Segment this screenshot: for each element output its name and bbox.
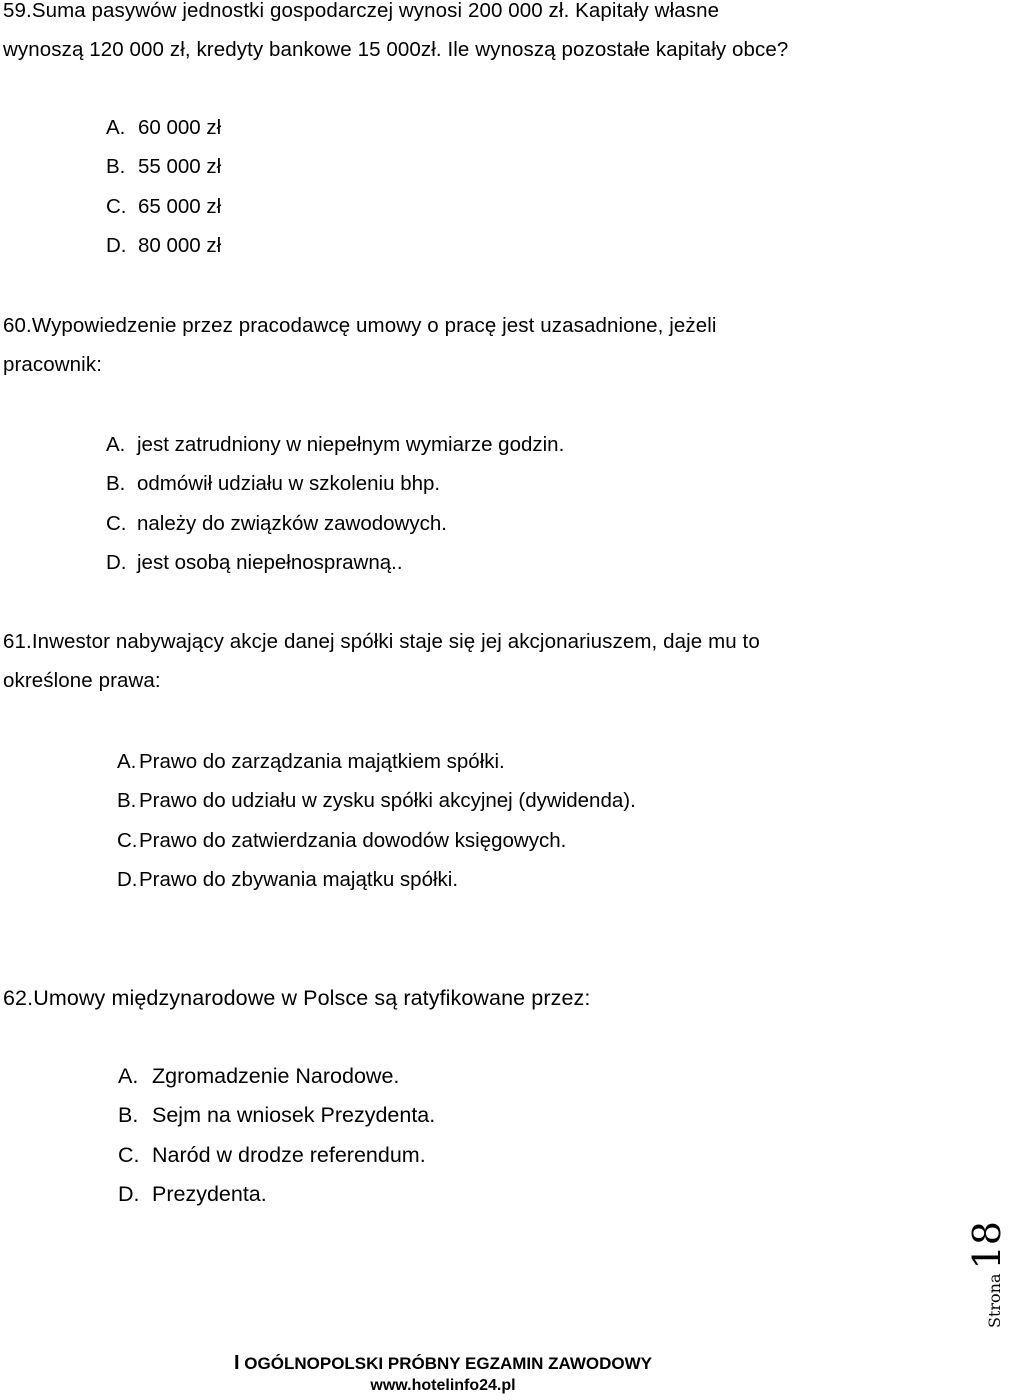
question-59-line-2: wynoszą 120 000 zł, kredyty bankowe 15 000zł. Ile wynoszą pozostałe kapitały obce? <box>3 38 789 61</box>
option-b: B. Sejm na wniosek Prezydenta. <box>118 1103 436 1128</box>
option-c: C. 65 000 zł <box>106 194 222 218</box>
option-a: A. jest zatrudniony w niepełnym wymiarze godzin. <box>106 433 565 456</box>
option-a: A. Prawo do zarządzania majątkiem spółki. <box>117 750 505 773</box>
option-b: B. 55 000 zł <box>106 155 222 179</box>
question-59 <box>3 0 788 69</box>
question-60-line-1: 60.Wypowiedzenie przez pracodawcę umowy o pracę jest uzasadnione, jeżeli <box>3 314 717 337</box>
page-number-word: Strona <box>985 1273 1004 1328</box>
footer-exam-title: I OGÓLNOPOLSKI PRÓBNY EGZAMIN ZAWODOWY <box>234 1352 652 1374</box>
question-62 <box>3 979 590 1018</box>
option-d: D. 80 000 zł <box>106 233 222 257</box>
option-c: C.Prawo do zatwierdzania dowodów księgowych. <box>117 828 567 852</box>
option-a: A. 60 000 zł <box>106 116 222 139</box>
question-62-options <box>118 1057 435 1214</box>
option-d: D.Prawo do zbywania majątku spółki. <box>117 867 459 891</box>
question-61-line-1: 61.Inwestor nabywający akcje danej spółki staje się jej akcjonariuszem, daje mu to <box>3 630 760 653</box>
footer-website: www.hotelinfo24.pl <box>370 1377 516 1394</box>
option-b: B. odmówił udziału w szkoleniu bhp. <box>106 472 441 496</box>
option-d: D. Prezydenta. <box>118 1181 267 1206</box>
option-c: C. Naród w drodze referendum. <box>118 1142 426 1167</box>
option-b: B. Prawo do udziału w zysku spółki akcyjnej (dywidenda). <box>117 789 636 813</box>
question-61-line-2: określone prawa: <box>3 669 161 692</box>
question-60 <box>3 306 717 384</box>
option-c: C. należy do związków zawodowych. <box>106 511 447 535</box>
option-a: A. Zgromadzenie Narodowe. <box>118 1064 400 1088</box>
page-number-value: 18 <box>965 1221 1009 1270</box>
option-d: D. jest osobą niepełnosprawną.. <box>106 550 403 574</box>
question-60-line-2: pracownik: <box>3 353 102 376</box>
page-number <box>905 1200 1009 1330</box>
question-59-line-1: 59.Suma pasywów jednostki gospodarczej wynosi 200 000 zł. Kapitały własne <box>3 0 720 22</box>
question-60-options <box>106 425 564 582</box>
question-61-options <box>117 742 636 899</box>
question-62-line-1: 62.Umowy międzynarodowe w Polsce są ratyfikowane przez: <box>3 986 591 1010</box>
question-61 <box>3 622 760 700</box>
question-59-options <box>106 108 221 265</box>
